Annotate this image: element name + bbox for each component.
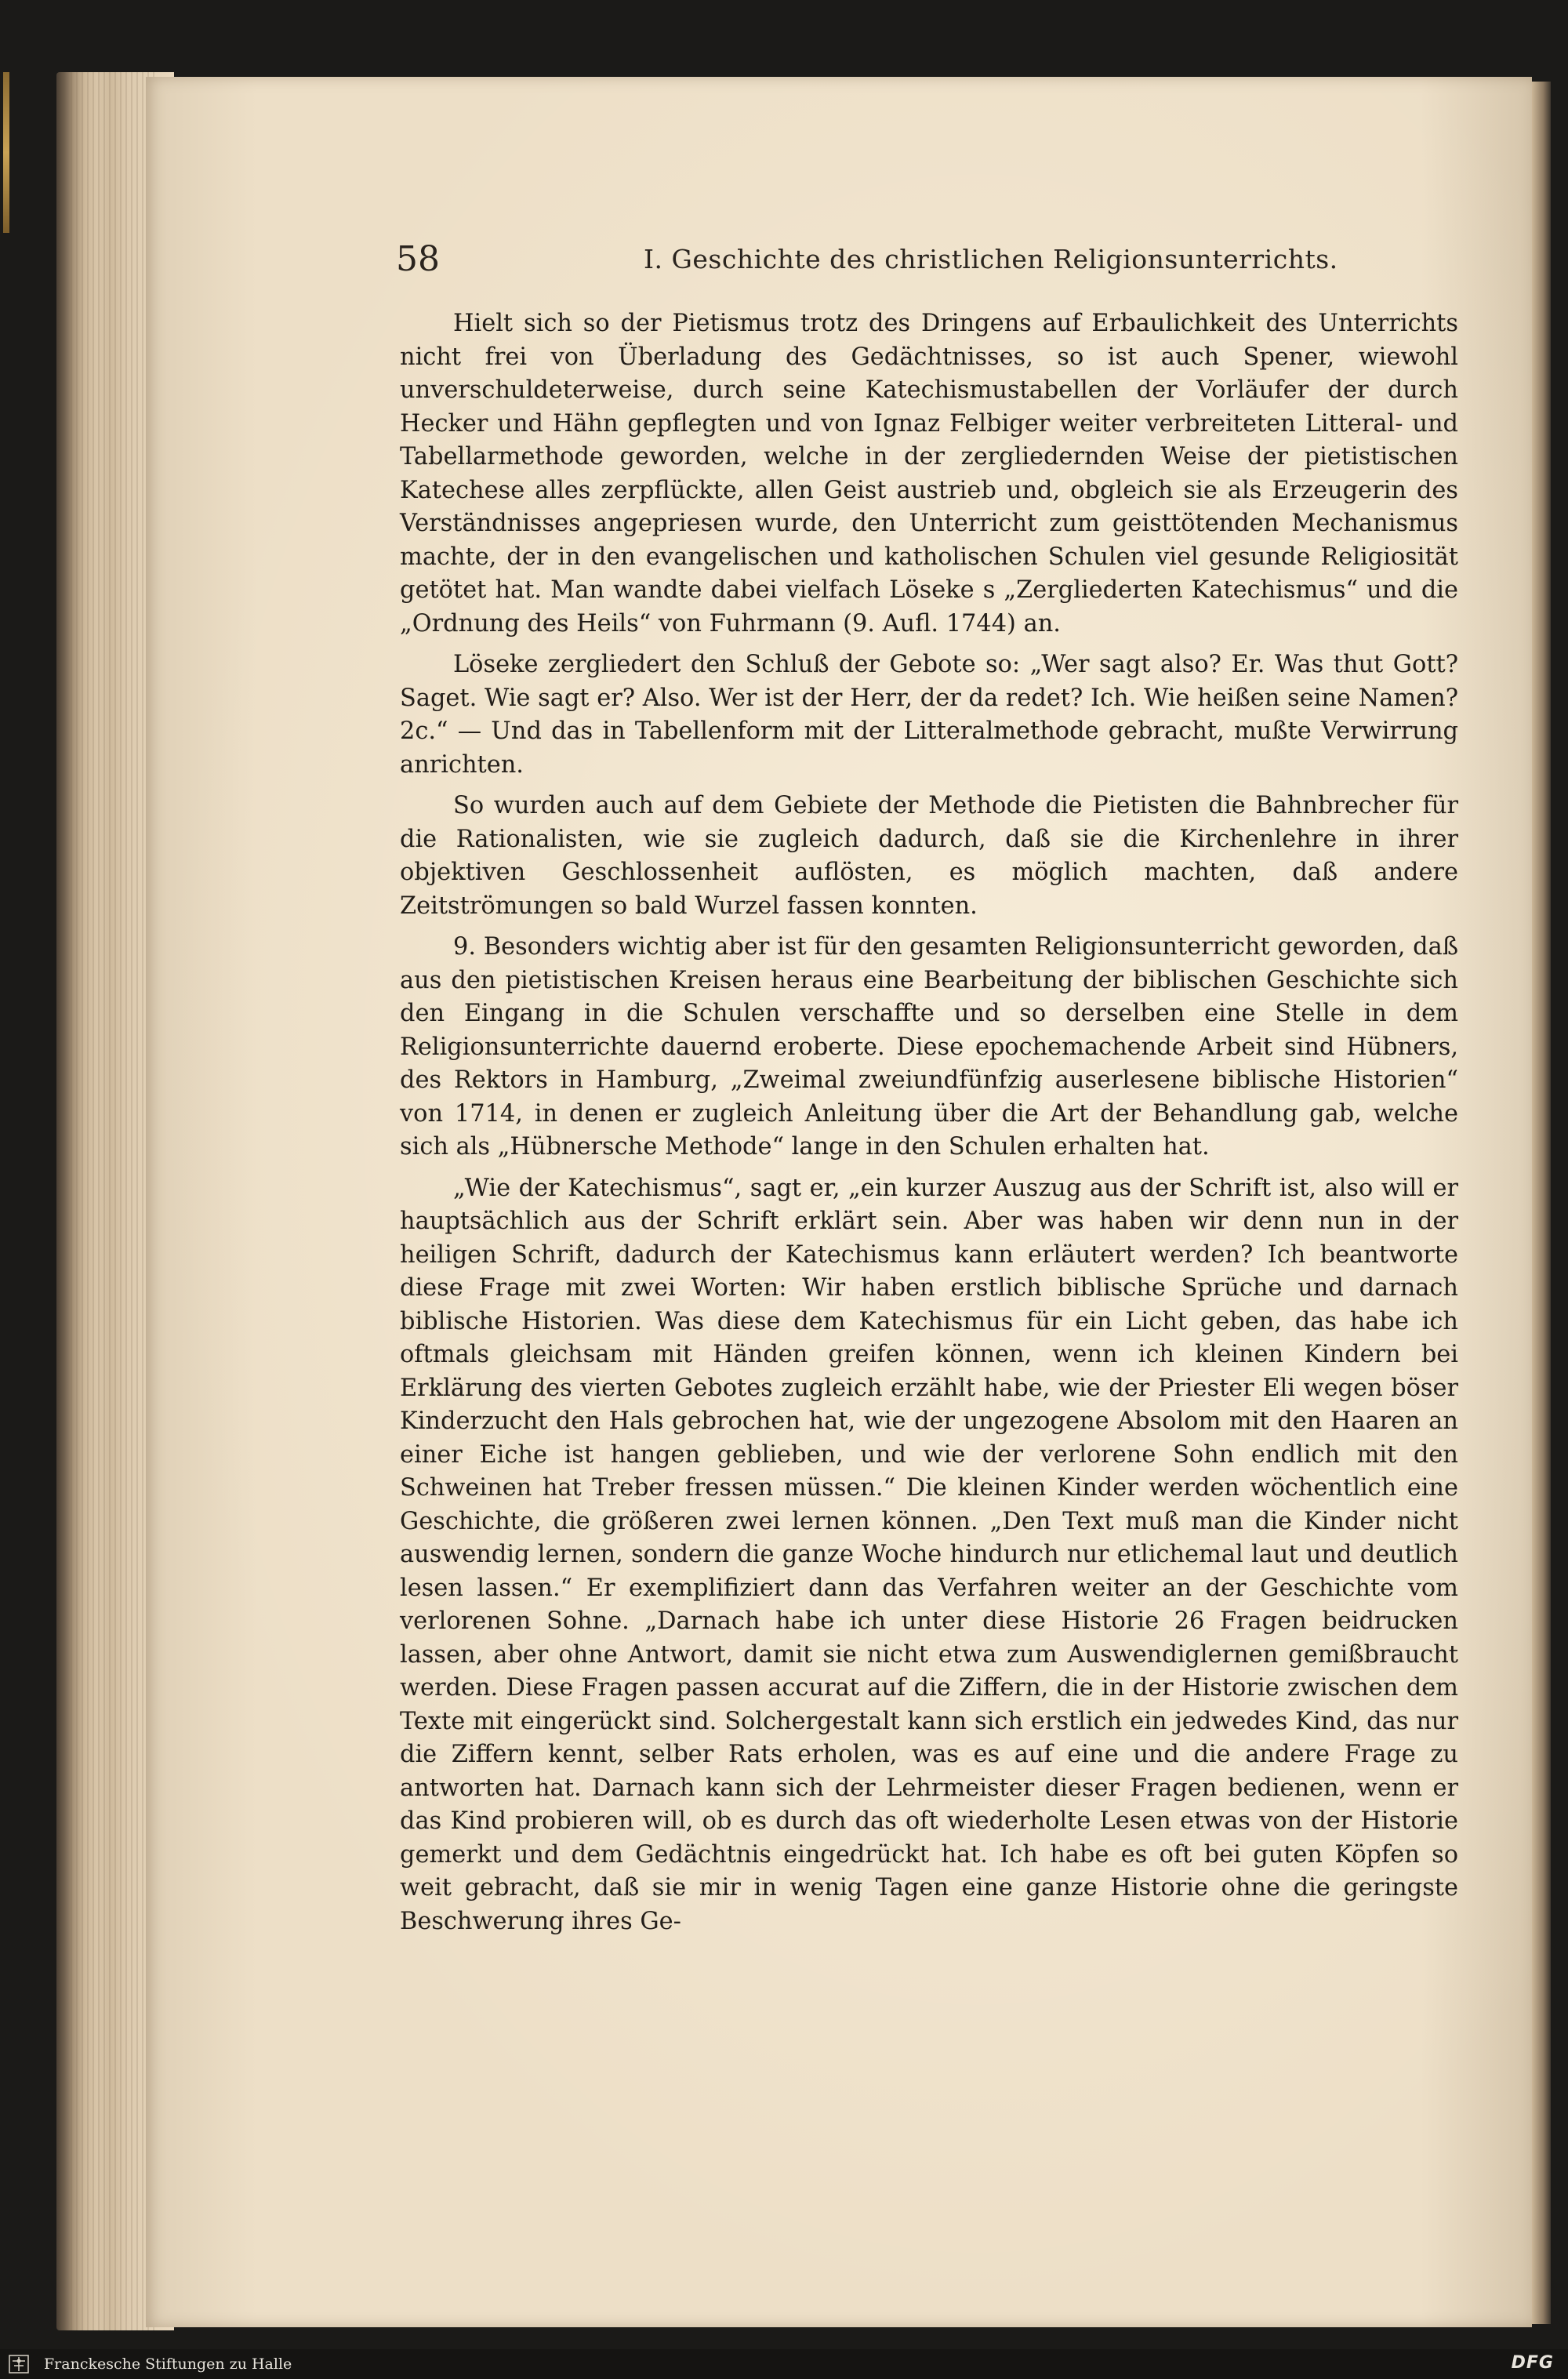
page-number: 58: [396, 239, 440, 279]
binding-edge-mark: [3, 72, 9, 233]
institution-logo-icon: [8, 2354, 30, 2374]
paragraph-5: „Wie der Katechismus“, sagt er, „ein kurzer Auszug aus der Schrift ist, also will er hauptsächlich aus der Schrift erklärt sein. Aber was haben wir denn nun in der heiligen Schrift, dadurch der Katechismus kann erläutert werden? Ich beantworte diese Frage mit zwei Worten: Wir haben erstlich biblische Sprüche und darnach biblische Historien. Was diese dem Katechismus für ein Licht geben, das habe ich oftmals gleichsam mit Händen greifen können, wenn ich kleinen Kindern bei Erklärung des vierten Gebotes zugleich erzählt habe, wie der Priester Eli wegen böser Kinderzucht den Hals gebrochen hat, wie der ungezogene Absolom mit den Haaren an einer Eiche ist hangen geblieben, und wie der verlorene Sohn endlich mit den Schweinen hat Treber fressen müssen.“ Die kleinen Kinder werden wöchentlich eine Geschichte, die größeren zwei lernen können. „Den Text muß man die Kinder nicht auswendig lernen, sondern die ganze Woche hindurch nur etlichemal laut und deutlich lesen lassen.“ Er exemplifiziert dann das Verfahren weiter an der Geschichte vom verlorenen Sohne. „Darnach habe ich unter diese Historie 26 Fragen beidrucken lassen, aber ohne Antwort, damit sie nicht etwa zum Auswendiglernen gemißbraucht werden. Diese Fragen passen accurat auf die Ziffern, die in der Historie zwischen dem Texte mit eingerückt sind. Solchergestalt kann sich erstlich ein jedwedes Kind, das nur die Ziffern kennt, selber Rats erholen, was es auf eine und die andere Frage zu antworten hat. Darnach kann sich der Lehrmeister dieser Fragen bedienen, wenn er das Kind probieren will, ob es durch das oft wiederholte Lesen etwas von der Historie gemerkt und dem Gedächtnis eingedrückt hat. Ich habe es oft bei guten Köpfen so weit gebracht, daß sie mir in wenig Tagen eine ganze Historie ohne die geringste Beschwerung ihres Ge-: [400, 1174, 1458, 1935]
paragraph-3: So wurden auch auf dem Gebiete der Methode die Pietisten die Bahnbrecher für die Rationalisten, wie sie zugleich dadurch, daß sie die Kirchenlehre in ihrer objektiven Geschlossenheit auflösten, es möglich machten, daß andere Zeitströmungen so bald Wurzel fassen konnten.: [400, 792, 1458, 920]
institution-name: Franckesche Stiftungen zu Halle: [44, 2355, 292, 2373]
body-text: [400, 307, 1458, 1946]
page-header: [396, 239, 1462, 286]
paragraph-4: 9. Besonders wichtig aber ist für den gesamten Religionsunterricht geworden, daß aus den pietistischen Kreisen heraus eine Bearbeitung der biblischen Geschichte sich den Eingang in die Schulen verschaffte und so derselben eine Stelle in dem Religionsunterrichte dauernd eroberte. Diese epochemachende Arbeit sind Hübners, des Rektors in Hamburg, „Zweimal zweiundfünfzig auserlesene biblische Historien“ von 1714, in denen er zugleich Anleitung über die Art der Behandlung gab, welche sich als „Hübnersche Methode“ lange in den Schulen erhalten hat.: [400, 933, 1458, 1160]
paragraph-1: Hielt sich so der Pietismus trotz des Dringens auf Erbaulichkeit des Unterrichts nicht frei von Überladung des Gedächtnisses, so ist auch Spener, wiewohl unverschuldeterweise, durch seine Katechismustabellen der Vorläufer der durch Hecker und Hähn gepflegten und von Ignaz Felbiger weiter verbreiteten Litteral- und Tabellarmethode geworden, welche in der zergliedernden Weise der pietistischen Katechese alles zerpflückte, allen Geist austrieb und, obgleich sie als Erzeugerin des Verständnisses angepriesen wurde, den Unterricht zum geisttötenden Mechanismus machte, der in den evangelischen und katholischen Schulen viel gesunde Religiosität getötet hat. Man wandte dabei vielfach Löseke s „Zergliederten Katechismus“ und die „Ordnung des Heils“ von Fuhrmann (9. Aufl. 1744) an.: [400, 310, 1458, 637]
running-head: I. Geschichte des christlichen Religionsunterrichts.: [644, 244, 1338, 274]
viewer-footer: [0, 2349, 1568, 2379]
dfg-logo: DFG: [1511, 2353, 1554, 2373]
paragraph-2: Löseke zergliedert den Schluß der Gebote so: „Wer sagt also? Er. Was thut Gott? Saget. Wie sagt er? Also. Wer ist der Herr, der da redet? Ich. Wie heißen seine Namen? 2c.“ — Und das in Tabellenform mit der Litteralmethode gebracht, mußte Verwirrung anrichten.: [400, 651, 1458, 779]
book-right-edge: [1532, 82, 1551, 2324]
